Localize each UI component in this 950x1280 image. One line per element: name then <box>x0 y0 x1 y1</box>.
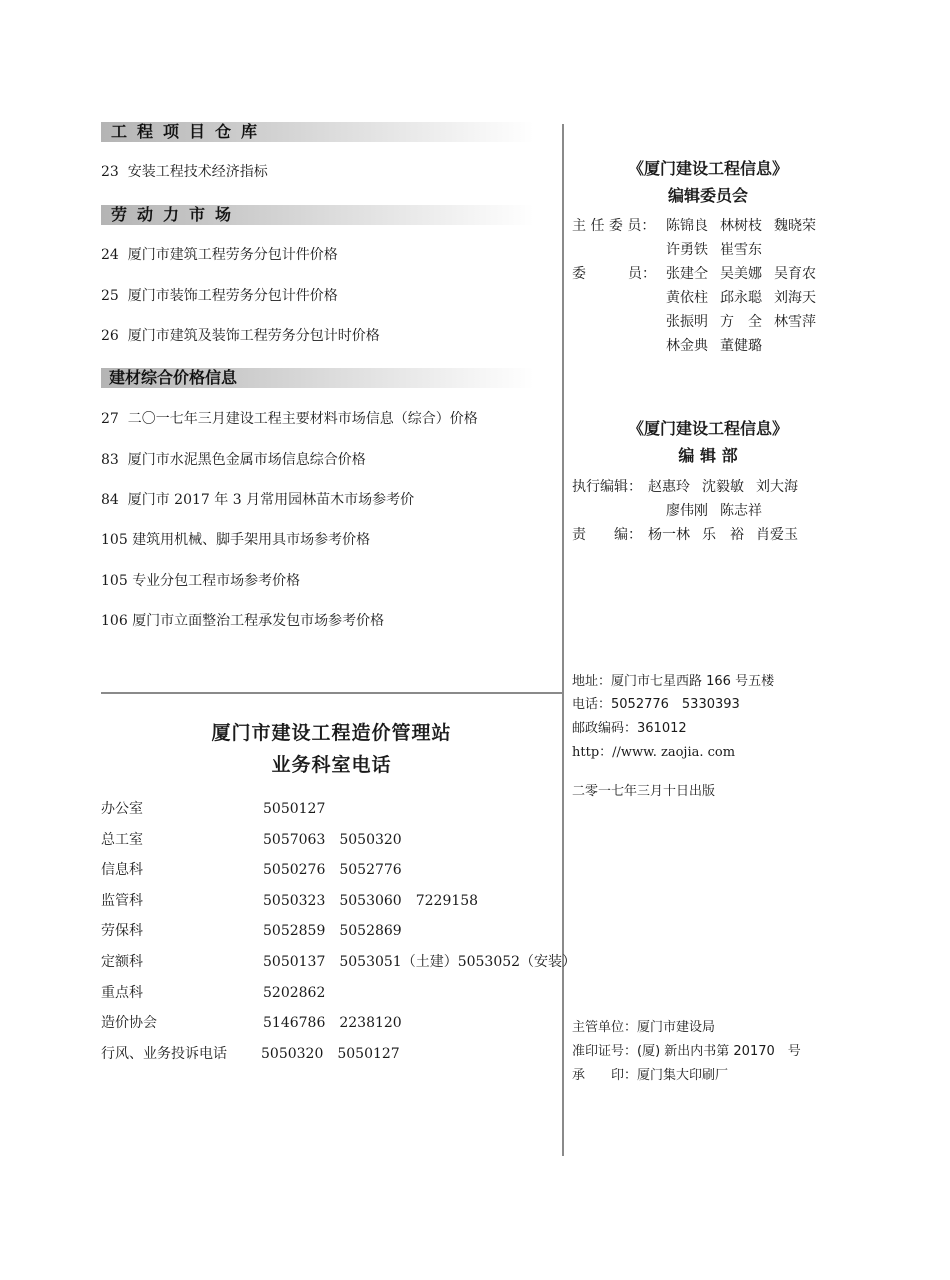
person-name: 林雪萍 <box>774 314 816 330</box>
authority: 主管单位：厦门市建设局 <box>572 1020 716 1035</box>
person-name: 廖伟刚 <box>666 503 708 519</box>
phone-numbers <box>263 1013 416 1033</box>
person-name: 赵惠玲 <box>648 479 690 495</box>
name-list <box>666 312 828 332</box>
phone-number[interactable]: 5050127 <box>337 1046 400 1062</box>
person-name: 方 全 <box>720 314 762 330</box>
person-name: 沈毅敏 <box>702 479 744 495</box>
website-link[interactable]: http：//www. zaojia. com <box>572 745 736 760</box>
phone-directory-title: 厦门市建设工程造价管理站 <box>211 722 452 744</box>
phone-numbers <box>263 952 576 972</box>
phone-numbers <box>263 891 492 911</box>
toc-page: 24 <box>101 247 119 263</box>
person-name: 吴美娜 <box>720 266 762 282</box>
person-name: 董健璐 <box>720 338 762 354</box>
name-list <box>666 336 774 356</box>
toc-entry[interactable] <box>101 286 338 306</box>
phone-number[interactable]: 2238120 <box>339 1015 402 1031</box>
phone-number[interactable]: 5050320 <box>261 1046 324 1062</box>
person-name: 张振明 <box>666 314 708 330</box>
name-list <box>666 216 828 236</box>
postcode: 邮政编码：361012 <box>572 721 687 736</box>
dept-name: 重点科 <box>101 985 143 1001</box>
person-name: 黄依柱 <box>666 290 708 306</box>
exec-label: 执行编辑： <box>572 479 642 495</box>
phone-number[interactable]: 5050320 <box>339 832 402 848</box>
members-label: 委 员： <box>572 266 656 282</box>
person-name: 崔雪东 <box>720 242 762 258</box>
toc-entry[interactable] <box>101 245 338 265</box>
toc-entry[interactable] <box>101 450 366 470</box>
phone-number[interactable]: 5052859 <box>263 923 326 939</box>
person-name: 杨一林 <box>648 527 690 543</box>
phone-number[interactable]: 5050323 <box>263 893 326 909</box>
person-name: 许勇铁 <box>666 242 708 258</box>
toc-text: 专业分包工程市场参考价格 <box>132 573 301 589</box>
section-header-project-warehouse <box>101 122 534 142</box>
toc-entry[interactable] <box>101 490 414 510</box>
dept-name: 行风、业务投诉电话 <box>101 1046 227 1062</box>
dept-name: 造价协会 <box>101 1015 157 1031</box>
name-list <box>648 525 810 545</box>
toc-entry[interactable] <box>101 611 384 631</box>
toc-page: 105 <box>101 573 128 589</box>
name-list <box>666 501 774 521</box>
toc-text: 厦门市水泥黑色金属市场信息综合价格 <box>127 452 366 468</box>
phone-number[interactable]: 5050276 <box>263 862 326 878</box>
phone-numbers <box>263 860 416 880</box>
publish-date: 二零一七年三月十日出版 <box>572 784 716 799</box>
person-name: 林树枝 <box>720 218 762 234</box>
toc-entry[interactable] <box>101 530 370 550</box>
phone-number[interactable]: 5057063 <box>263 832 326 848</box>
toc-page: 23 <box>101 164 119 180</box>
phone-numbers <box>261 1044 414 1064</box>
phone-number[interactable]: 5050137 <box>263 954 326 970</box>
section-title: 劳动力市场 <box>111 205 242 224</box>
phone-number[interactable]: 5052776 <box>339 862 402 878</box>
phone-numbers <box>263 830 416 850</box>
phone-number[interactable]: 5202862 <box>263 985 326 1001</box>
person-name: 刘大海 <box>756 479 798 495</box>
name-list <box>666 264 828 284</box>
toc-entry[interactable] <box>101 326 380 346</box>
section-header-labor-market <box>101 205 534 225</box>
toc-page: 27 <box>101 411 119 427</box>
toc-page: 26 <box>101 328 119 344</box>
person-name: 林金典 <box>666 338 708 354</box>
dept-name: 信息科 <box>101 862 143 878</box>
phone-number[interactable]: 5053060 <box>339 893 402 909</box>
person-name: 陈锦良 <box>666 218 708 234</box>
phone-number[interactable]: 5052869 <box>339 923 402 939</box>
phone-number[interactable]: 5053051（土建）5053052（安装） <box>339 954 577 970</box>
address: 地址：厦门市七星西路 166 号五楼 <box>572 674 775 689</box>
editorial-subtitle: 编 辑 部 <box>678 446 738 465</box>
person-name: 乐 裕 <box>702 527 744 543</box>
name-list <box>666 288 828 308</box>
phone-number[interactable]: 7229158 <box>415 893 479 909</box>
phone-number[interactable]: 5146786 <box>263 1015 326 1031</box>
dept-name: 总工室 <box>101 832 143 848</box>
toc-text: 建筑用机械、脚手架用具市场参考价格 <box>132 532 371 548</box>
toc-text: 厦门市装饰工程劳务分包计件价格 <box>127 288 338 304</box>
permit-number: 准印证号：(厦) 新出内书第 20170 号 <box>572 1044 801 1059</box>
toc-text: 厦门市 2017 年 3 月常用园林苗木市场参考价 <box>127 492 415 508</box>
toc-text: 安装工程技术经济指标 <box>127 164 268 180</box>
phone-numbers <box>263 983 339 1003</box>
person-name: 陈志祥 <box>720 503 762 519</box>
section-divider <box>101 692 562 694</box>
toc-text: 二〇一七年三月建设工程主要材料市场信息（综合）价格 <box>127 411 478 427</box>
director-label: 主 任 委 员： <box>572 218 656 234</box>
section-title: 工程项目仓库 <box>111 122 268 141</box>
column-divider <box>562 124 564 1156</box>
phone-directory-subtitle: 业务科室电话 <box>271 754 392 776</box>
dept-name: 办公室 <box>101 801 143 817</box>
toc-text: 厦门市建筑及装饰工程劳务分包计时价格 <box>127 328 380 344</box>
section-header-material-prices <box>101 368 534 388</box>
toc-text: 厦门市建筑工程劳务分包计件价格 <box>127 247 338 263</box>
toc-page: 84 <box>101 492 119 508</box>
toc-page: 106 <box>101 613 128 629</box>
name-list <box>666 240 774 260</box>
toc-page: 83 <box>101 452 119 468</box>
person-name: 吴育农 <box>774 266 816 282</box>
phone-number[interactable]: 5050127 <box>263 801 326 817</box>
name-list <box>648 477 810 497</box>
toc-entry[interactable] <box>101 162 268 182</box>
toc-page: 25 <box>101 288 119 304</box>
resp-label: 责 编： <box>572 527 642 543</box>
committee-title: 《厦门建设工程信息》 <box>627 159 788 178</box>
phone: 电话：5052776 5330393 <box>572 697 740 712</box>
toc-page: 105 <box>101 532 128 548</box>
printer: 承 印：厦门集大印刷厂 <box>572 1068 729 1083</box>
section-title: 建材综合价格信息 <box>109 368 238 387</box>
phone-numbers <box>263 921 416 941</box>
toc-entry[interactable] <box>101 409 478 429</box>
dept-name: 定额科 <box>101 954 143 970</box>
person-name: 张建仝 <box>666 266 708 282</box>
person-name: 魏晓荣 <box>774 218 816 234</box>
person-name: 邱永聪 <box>720 290 762 306</box>
phone-numbers <box>263 799 339 819</box>
toc-entry[interactable] <box>101 571 300 591</box>
dept-name: 劳保科 <box>101 923 143 939</box>
person-name: 肖爱玉 <box>756 527 798 543</box>
committee-subtitle: 编辑委员会 <box>667 186 748 205</box>
editorial-title: 《厦门建设工程信息》 <box>627 419 788 438</box>
dept-name: 监管科 <box>101 893 143 909</box>
person-name: 刘海天 <box>774 290 816 306</box>
toc-text: 厦门市立面整治工程承发包市场参考价格 <box>132 613 385 629</box>
